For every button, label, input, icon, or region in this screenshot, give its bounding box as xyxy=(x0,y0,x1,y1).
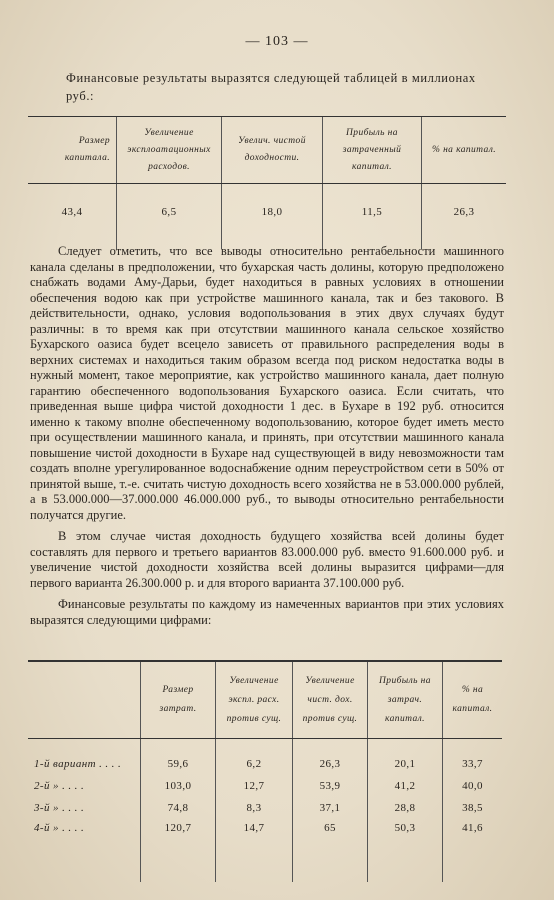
table2-cell: 120,7 xyxy=(141,819,216,882)
paragraph: Финансовые результаты по каждому из намеченных вариантов при этих условиях выразятся следующими цифрами: xyxy=(30,597,504,627)
table2-header: Прибыль на затрач. капитал. xyxy=(368,661,443,739)
table2-variant-label: 3-й » . . . . xyxy=(34,802,85,814)
table2-cell: 20,1 xyxy=(368,739,443,776)
table2-cell: 103,0 xyxy=(141,775,216,797)
table1-header: Размер капитала. xyxy=(28,117,117,184)
table2-cell: 6,2 xyxy=(216,739,293,776)
table2-cell: 65 xyxy=(293,819,368,882)
table2-cell: 38,5 xyxy=(443,797,503,819)
table2-cell: 37,1 xyxy=(293,797,368,819)
table2-cell: 74,8 xyxy=(141,797,216,819)
table2-cell: 59,6 xyxy=(141,739,216,776)
table1-cell: 26,3 xyxy=(422,184,507,250)
table2-cell: 53,9 xyxy=(293,775,368,797)
paragraph: В этом случае чистая доходность будущего хозяйства всей долины будет составлять для первого и третьего вариантов 83.000.000 руб. вместо 91.600.000 руб. и увеличение чистой доходности хозяйства всей долины выразится цифрами—для первого варианта 26.300.000 р. и для второго варианта 37.100.000 руб. xyxy=(30,529,504,590)
table2-variant-label: 1-й вариант . . . . xyxy=(34,758,122,770)
table2-cell: 33,7 xyxy=(443,739,503,776)
table1-cell: 43,4 xyxy=(61,206,83,218)
table2-cell: 12,7 xyxy=(216,775,293,797)
table2-header: Увеличение чист. дох. против сущ. xyxy=(293,661,368,739)
table2-cell: 14,7 xyxy=(216,819,293,882)
table1-header-row xyxy=(28,117,506,184)
table2-cell: 41,6 xyxy=(443,819,503,882)
table2-header: Увеличение экспл. расх. против сущ. xyxy=(216,661,293,739)
table1-header: Увеличение эксплоатационных расходов. xyxy=(117,117,222,184)
table2-cell: 41,2 xyxy=(368,775,443,797)
table2-variant-label: 2-й » . . . . xyxy=(34,780,85,792)
paragraph: Следует отметить, что все выводы относительно рентабельности машинного канала сделаны в предположении, что бухарская часть долины, которую предположено снабжать водами Аму-Дарьи, будет находиться в равных условиях в отношении обеспечения водою как при устройстве машинного канала, так и без такового. В действительности, однако, условия водопользования в этих двух случаях будут различны: в то время как при отсутствии машинного канала сельское хозяйство Бухарского оазиса будет всецело зависеть от правильного распределения воды в верхних системах и находиться таким образом всегда под риском недостатка воды в нужный момент, такое мероприятие, как устройство машинного канала, дает полную гарантию обеспеченного водопользования Бухарского оазиса. Если считать, что приведенная выше цифра чистой доходности 1 дес. в Бухаре в 192 руб. относится именно к такому вполне обеспеченному водопользованию, которое будет иметь место при осуществлении машинного канала, и принять, при отсутствии машинного канала повышение чистой доходности в Бухаре над существующей в виду невозможности там создать вполне урегулированное водоснабжение одним переустройством сети в 50% от принятой выше, т.-е. считать чистую доходность всего хозяйства не в 53.000.000 рублей, а в 53.000.000—37.000.000 46.000.000 руб., то выводы относительно рентабельности получатся другие. xyxy=(30,244,504,522)
body-text xyxy=(30,244,504,628)
table2-cell: 28,8 xyxy=(368,797,443,819)
table2-header: % на капитал. xyxy=(443,661,503,739)
table1-header: Увелич. чистой доходности. xyxy=(222,117,323,184)
table1-cell: 6,5 xyxy=(117,184,222,250)
table2-header: Размер затрат. xyxy=(141,661,216,739)
financial-table-1 xyxy=(28,116,506,249)
table1-header: Прибыль на затраченный капитал. xyxy=(323,117,422,184)
page-number: — 103 — xyxy=(245,34,309,49)
table1-header: % на капитал. xyxy=(422,117,507,184)
table2-cell: 26,3 xyxy=(293,739,368,776)
table2-row xyxy=(28,797,502,819)
table2-cell: 50,3 xyxy=(368,819,443,882)
table2-variant-label: 4-й » . . . . xyxy=(34,822,85,834)
table1-cell: 18,0 xyxy=(222,184,323,250)
table2-row xyxy=(28,739,502,776)
table2-cell: 8,3 xyxy=(216,797,293,819)
table1-cell: 11,5 xyxy=(323,184,422,250)
intro-text: Финансовые результаты выразятся следующей таблицей в миллионах руб.: xyxy=(66,71,476,103)
table2-cell: 40,0 xyxy=(443,775,503,797)
table2-header-row xyxy=(28,661,502,739)
table2-header xyxy=(28,661,141,739)
financial-table-2 xyxy=(28,660,502,882)
table1-row xyxy=(28,184,506,250)
table2-row xyxy=(28,775,502,797)
table2-row xyxy=(28,819,502,882)
